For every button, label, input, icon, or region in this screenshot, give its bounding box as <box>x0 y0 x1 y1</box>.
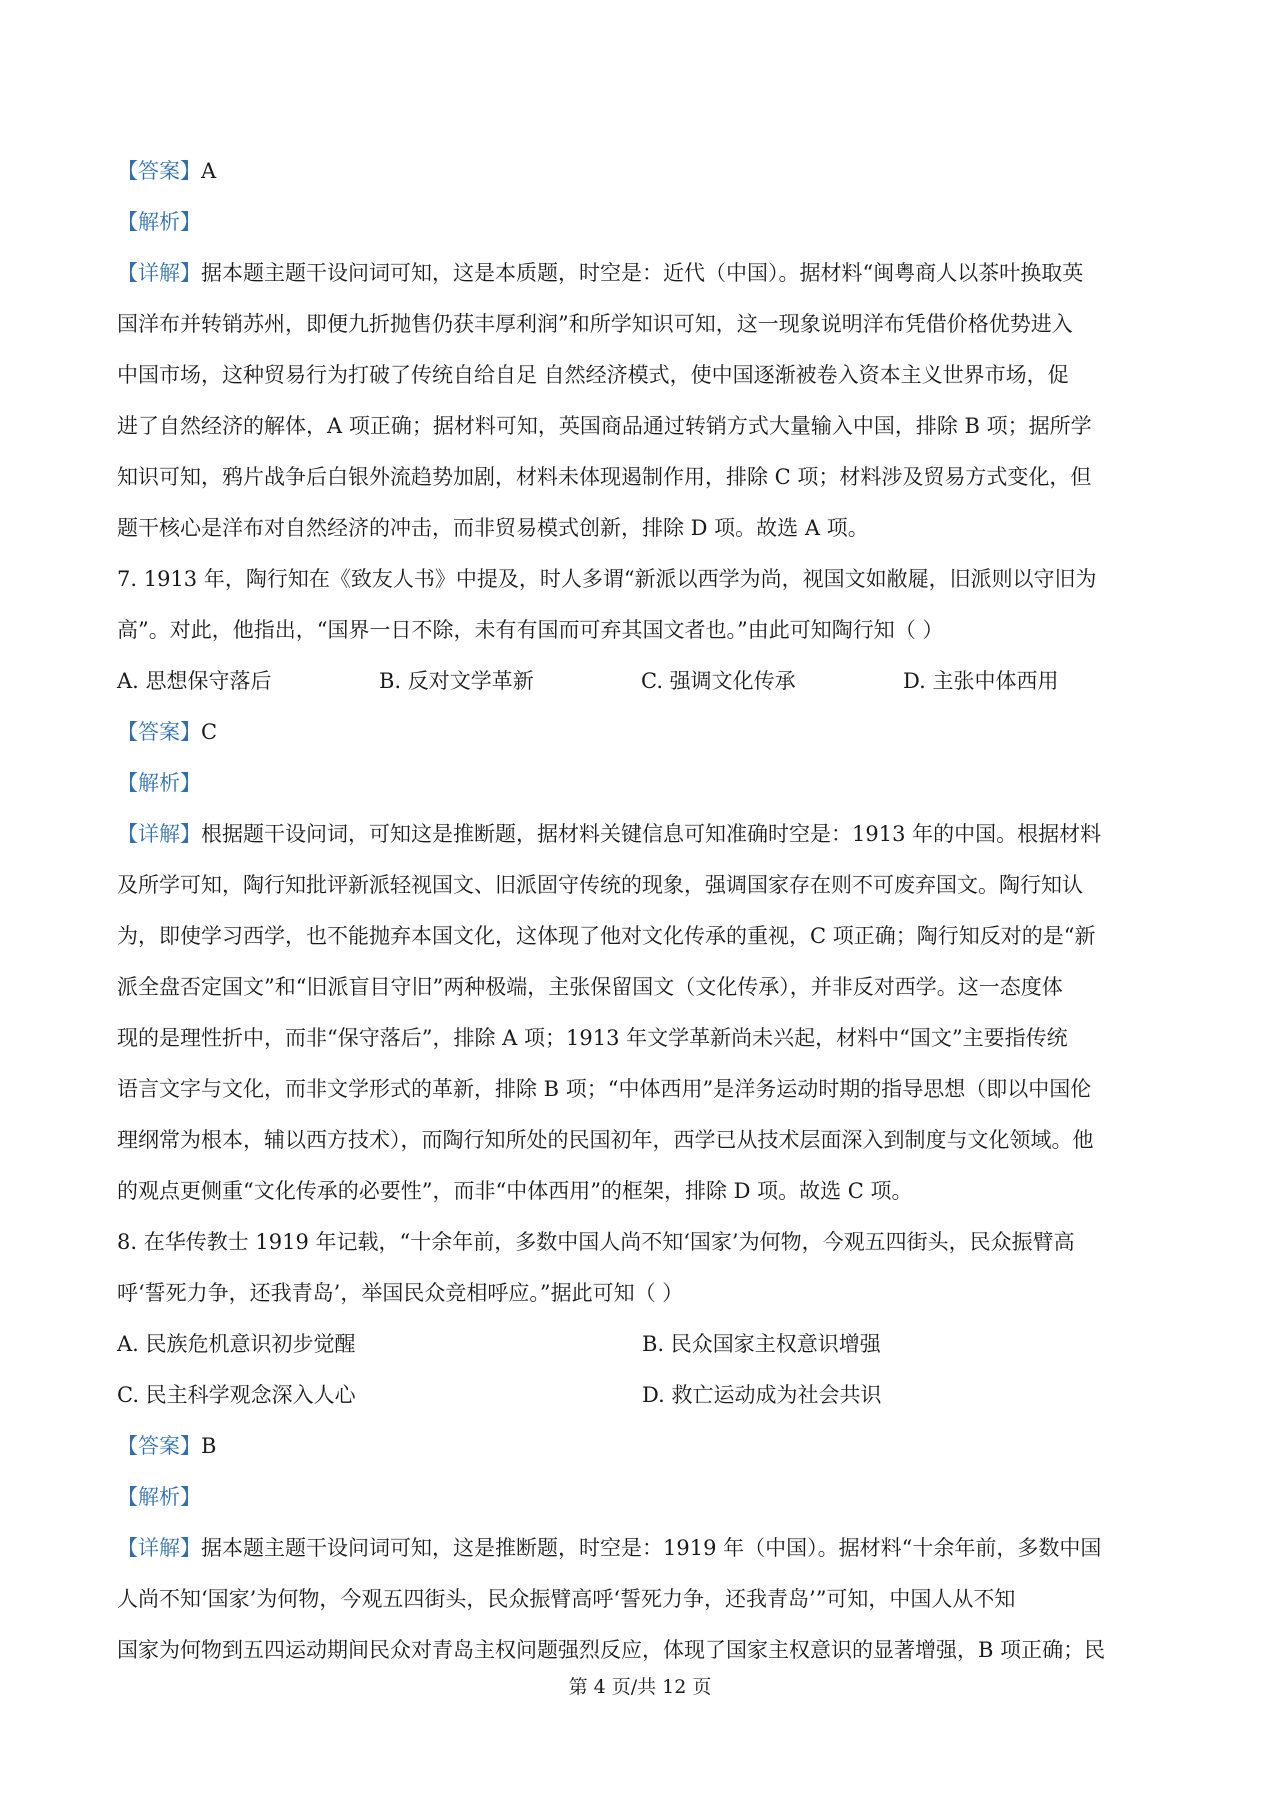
q7-answer <box>117 707 1167 758</box>
q6-detail-line: 国洋布并转销苏州，即便九折抛售仍获丰厚利润”和所学知识可知，这一现象说明洋布凭借价格优势进入 <box>117 312 1073 336</box>
q8-options-row-2 <box>117 1370 1167 1421</box>
answer-value: A <box>201 159 217 183</box>
q8-stem-line: 呼‘誓死力争，还我青岛’，举国民众竞相呼应。”据此可知（ ） <box>117 1281 684 1305</box>
q7-option-c: C. 强调文化传承 <box>641 669 796 693</box>
q7-option-a: A. 思想保守落后 <box>117 669 272 693</box>
q7-detail-line: 派全盘否定国文”和“旧派盲目守旧”两种极端，主张保留国文（文化传承），并非反对西学。这一态度体 <box>117 975 1063 999</box>
analysis-label: 【解析】 <box>117 210 201 234</box>
q8-option-d: D. 救亡运动成为社会共识 <box>642 1383 882 1407</box>
q7-detail-line: 及所学可知，陶行知批评新派轻视国文、旧派固守传统的现象，强调国家存在则不可废弃国文。陶行知认 <box>117 873 1083 897</box>
q7-detail-line: 理纲常为根本，辅以西方技术），而陶行知所处的民国初年，西学已从技术层面深入到制度与文化领域。他 <box>117 1128 1094 1152</box>
q7-detail-line: 语言文字与文化，而非文学形式的革新，排除 B 项；“中体西用”是洋务运动时期的指导思想（即以中国伦 <box>117 1077 1092 1101</box>
answer-label: 【答案】 <box>117 159 201 183</box>
q7-option-d: D. 主张中体西用 <box>903 669 1059 693</box>
q8-options-row-1 <box>117 1319 1167 1370</box>
q7-detail-line: 现的是理性折中，而非“保守落后”，排除 A 项；1913 年文学革新尚未兴起，材料中“国文”主要指传统 <box>117 1026 1068 1050</box>
q6-detail-line: 知识可知，鸦片战争后白银外流趋势加剧，材料未体现遏制作用，排除 C 项；材料涉及贸易方式变化，但 <box>117 465 1092 489</box>
q8-detail-line: 国家为何物到五四运动期间民众对青岛主权问题强烈反应，体现了国家主权意识的显著增强，B 项正确；民 <box>117 1638 1106 1662</box>
detail-label: 【详解】 <box>117 261 201 285</box>
detail-text: 据本题主题干设问词可知，这是本质题，时空是：近代（中国）。据材料“闽粤商人以茶叶换取英 <box>201 261 1084 285</box>
page-number-footer: 第 4 页/共 12 页 <box>568 1676 712 1698</box>
detail-label: 【详解】 <box>117 822 201 846</box>
detail-text: 根据题干设问词，可知这是推断题，据材料关键信息可知准确时空是：1913 年的中国。根据材料 <box>201 822 1102 846</box>
q7-option-b: B. 反对文学革新 <box>379 669 534 693</box>
detail-text: 据本题主题干设问词可知，这是推断题，时空是：1919 年（中国）。据材料“十余年前，多数中国 <box>201 1536 1102 1560</box>
q6-detail-line: 中国市场，这种贸易行为打破了传统自给自足 自然经济模式，使中国逐渐被卷入资本主义世界市场，促 <box>117 363 1069 387</box>
q8-answer <box>117 1421 1167 1472</box>
q7-detail-line: 为，即使学习西学，也不能抛弃本国文化，这体现了他对文化传承的重视，C 项正确；陶行知反对的是“新 <box>117 924 1096 948</box>
q6-detail-line: 题干核心是洋布对自然经济的冲击，而非贸易模式创新，排除 D 项。故选 A 项。 <box>117 516 869 540</box>
q7-detail-line <box>117 809 1167 860</box>
answer-label: 【答案】 <box>117 720 201 744</box>
q8-option-b: B. 民众国家主权意识增强 <box>642 1332 881 1356</box>
q6-detail-line <box>117 248 1167 299</box>
q8-analysis-label <box>117 1472 1167 1523</box>
analysis-label: 【解析】 <box>117 771 201 795</box>
answer-label: 【答案】 <box>117 1434 201 1458</box>
page-content <box>117 146 1167 1676</box>
answer-value: B <box>201 1434 217 1458</box>
q8-option-c: C. 民主科学观念深入人心 <box>117 1383 356 1407</box>
q8-detail-line <box>117 1523 1167 1574</box>
q7-analysis-label <box>117 758 1167 809</box>
analysis-label: 【解析】 <box>117 1485 201 1509</box>
q7-options <box>117 656 1167 707</box>
q8-stem-line: 8. 在华传教士 1919 年记载，“十余年前，多数中国人尚不知‘国家’为何物，今观五四街头，民众振臂高 <box>117 1230 1075 1254</box>
q6-analysis-label <box>117 197 1167 248</box>
q8-detail-line: 人尚不知‘国家’为何物，今观五四街头，民众振臂高呼‘誓死力争，还我青岛’”可知，中国人从不知 <box>117 1587 1016 1611</box>
detail-label: 【详解】 <box>117 1536 201 1560</box>
q6-answer <box>117 146 1167 197</box>
q8-option-a: A. 民族危机意识初步觉醒 <box>117 1332 356 1356</box>
answer-value: C <box>201 720 218 744</box>
q7-stem-line: 7. 1913 年，陶行知在《致友人书》中提及，时人多谓“新派以西学为尚，视国文如敝屣，旧派则以守旧为 <box>117 567 1097 591</box>
q6-detail-line: 进了自然经济的解体，A 项正确；据材料可知，英国商品通过转销方式大量输入中国，排除 B 项；据所学 <box>117 414 1092 438</box>
q7-stem-line: 高”。对此，他指出，“国界一日不除，未有有国而可弃其国文者也。”由此可知陶行知（ ） <box>117 618 944 642</box>
q7-detail-line: 的观点更侧重“文化传承的必要性”，而非“中体西用”的框架，排除 D 项。故选 C 项。 <box>117 1179 913 1203</box>
